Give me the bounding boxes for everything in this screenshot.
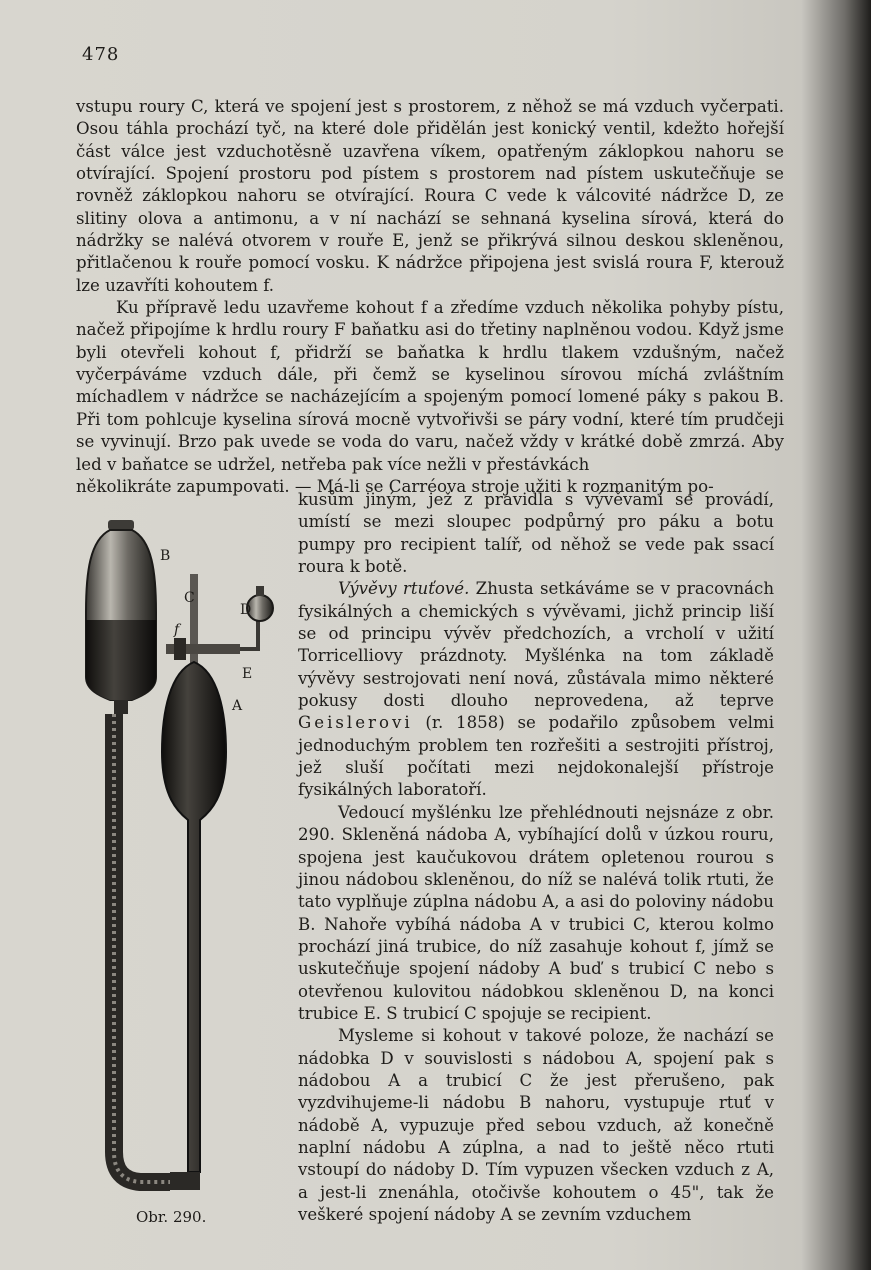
paragraph-1: vstupu roury C, která ve spojení jest s prostorem, z něhož se má vzduch vyčerpati. Osou táhla prochází tyč, na které dole přidělán jest konický ventil, kdežto hořejší část válce jest vzduchotěsně uzavřena víkem, opatřeným záklopkou nahoru se otvírající. Spojení prostoru pod pístem s prostorem nad pístem uskutečňuje se rovněž záklopkou nahoru se otvírající. Roura C vede k válcovité nádržce D, ze slitiny olova a antimonu, a v ní nachází se sehnaná kyselina sírová, která do nádržky se nalévá otvorem v rouře E, jenž se přikrývá silnou deskou skleněnou, přitlačenou k rouře pomocí vosku. K nádržce připojena jest svislá roura F, kterouž lze uzavříti kohoutem f. [76,97,784,295]
paragraph-2-line: několikráte zapumpovati. — Má-li se Carréova stroje užiti k rozmanitým po- [76,476,714,496]
text-block-right [298,489,774,1226]
label-b: B [160,548,171,564]
paragraph-3-tail: (r. 1858) se podařilo způsobem velmi jednoduchým problem ten rozřešiti a sestrojiti přístroj, jež sluší počítati mezi nejdokonalejší přístroje fysikálných laboratoří. [298,713,775,800]
geissler-name: Geislerovi [298,713,413,733]
paragraph-3-text: Zhusta setkáváme se v pracovnách fysikálných a chemických s vývěvami, jichž princip liší se od principu vývěv předchozích, a vrcholí v užití Torricelliovy prázdnoty. Myšlénka na tom základě vývěvy sestrojovati není nová, zůstávala mimo některé pokusy dosti dlouho neprovedena, až teprve [298,579,775,711]
label-f: f [174,622,180,638]
paragraph-2: Ku přípravě ledu uzavřeme kohout f a zředíme vzduch několika pohyby pístu, načež připojíme k hrdlu roury F baňatku asi do třetiny naplněnou vodou. Když jsme byli otevřeli kohout f, přidrží se baňatka k hrdlu tlakem vzdušným, načež vyčerpáváme vzduch dále, při čemž se kyselinou sírovou míchá zvláštním míchadlem v nádržce se nacházejícím a spojeným pomocí lomené páky s pakou B. Při tom pohlcuje kyselina sírová mocně vytvořivši se páry vodní, které tím prudčeji se vyvinují. Brzo pak uvede se voda do varu, načež vždy v krátké době zmrzá. Aby led v baňatce se udržel, netřeba pak více nežli v přestávkách [76,298,784,474]
paragraph-4: Vedoucí myšlénku lze přehlédnouti nejsnáze z obr. 290. Skleněná nádoba A, vybíhající dolů v úzkou rouru, spojena jest kaučukovou drátem opletenou rourou s jinou nádobou skleněnou, do níž se nalévá tolik rtuti, že tato vyplňuje zúplna nádobu A, a asi do poloviny nádobu B. Nahoře vybíhá nádoba A v trubici C, kterou kolmo prochází jiná trubice, do níž zasahuje kohout f, jímž se uskutečňuje spojení nádoby A buď s trubicí C nebo s otevřenou kulovitou nádobkou skleněnou D, na konci trubice E. S trubicí C spojuje se recipient. [298,802,774,1023]
mercury-pump-illustration [70,512,300,1232]
label-a: A [232,698,243,714]
figure-caption: Obr. 290. [136,1208,207,1226]
label-c: C [184,590,195,606]
section-title: Vývěvy rtuťové. [338,579,470,599]
figure-290 [70,512,300,1232]
vessel-b [86,520,156,714]
label-e: E [242,666,253,682]
paragraph-2-continued: kusům jiným, jež z pravidla s vývěvami se provádí, umístí se mezi sloupec podpůrný pro páku a botu pumpy pro recipient talíř, od něhož se vede pak ssací roura k botě. [298,490,774,577]
paragraph-5: Mysleme si kohout v takové poloze, že nachází se nádobka D v souvislosti s nádobou A, spojení pak s nádobou A a trubicí C že jest přerušeno, pak vyzdvihujeme-li nádobu B nahoru, vystupuje rtuť v nádobě A, vypuzuje před sebou vzduch, až konečně naplní nádobu A zúplna, a nad to ještě něco rtuti vstoupí do nádoby D. Tím vypuzen všecken vzduch z A, a jest-li znenáhla, otočivše kohoutem o 45", tak že veškeré spojení nádoby A se zevním vzduchem [298,1026,774,1224]
text-block-top [76,96,784,498]
label-d: D [240,602,252,618]
paragraph-3 [298,578,774,801]
vessel-a [162,574,226,1190]
rubber-tube [114,714,170,1182]
page-number: 478 [82,44,120,65]
tap-assembly [166,586,273,660]
